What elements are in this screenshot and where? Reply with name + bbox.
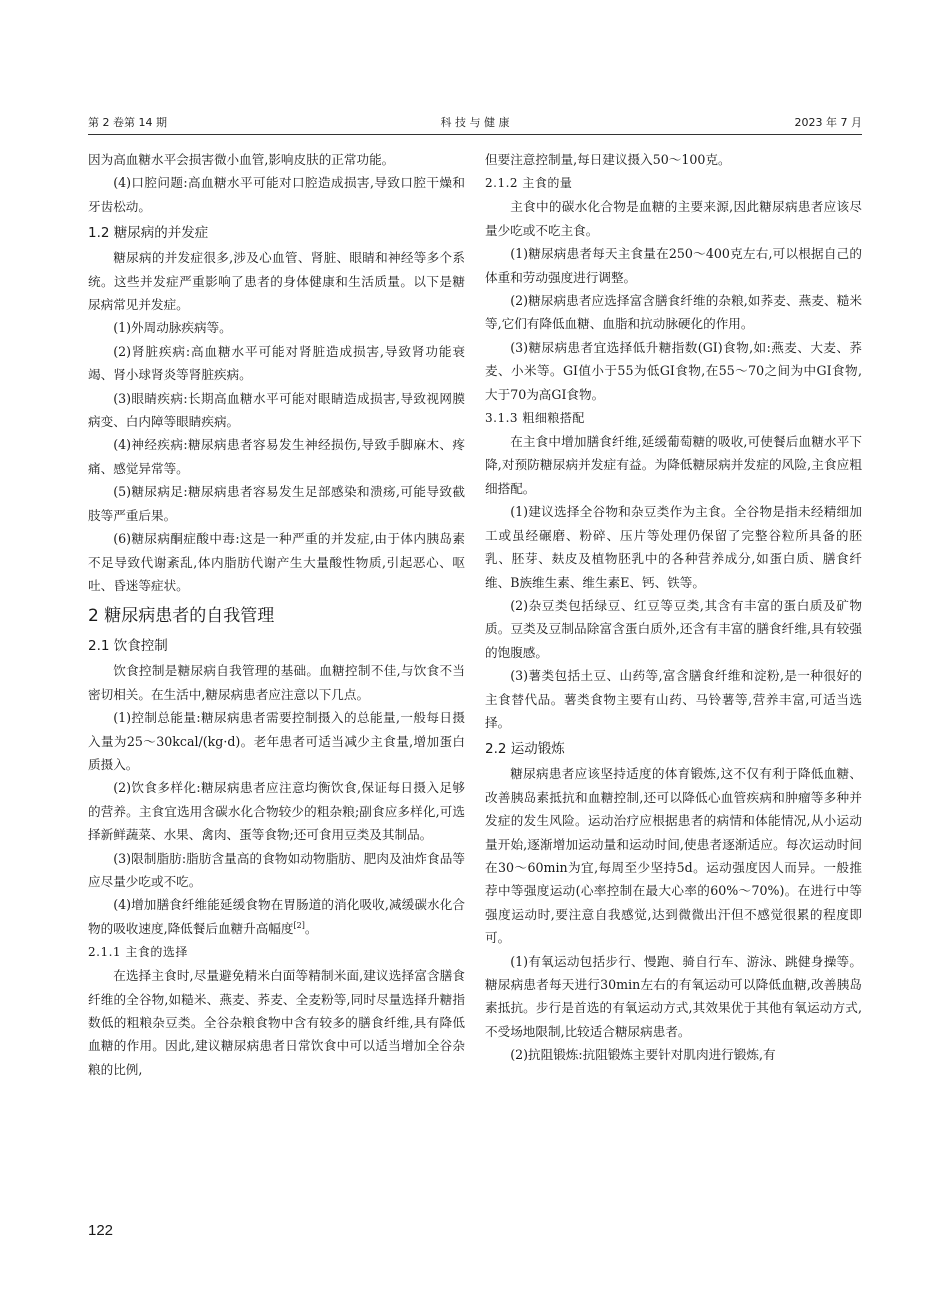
paragraph: (4)口腔问题:高血糖水平可能对口腔造成损害,导致口腔干燥和牙齿松动。 [88, 175, 465, 214]
paragraph: (2)饮食多样化:糖尿病患者应注意均衡饮食,保证每日摄入足够的营养。主食宜选用含碳水化合物较少的粗杂粮;副食应多样化,可选择新鲜蔬菜、水果、禽肉、蛋等食物;还可食用豆类及其制品。 [88, 780, 465, 843]
paragraph: (3)薯类包括土豆、山药等,富含膳食纤维和淀粉,是一种很好的主食替代品。薯类食物主要有山药、马铃薯等,营养丰富,可适当选择。 [485, 668, 862, 730]
citation-ref: [2] [293, 920, 305, 930]
running-header [88, 114, 862, 132]
section-heading-2: 2 糖尿病患者的自我管理 [88, 606, 275, 627]
paragraph: (3)眼睛疾病:长期高血糖水平可能对眼睛造成损害,导致视网膜病变、白内障等眼睛疾病。 [88, 390, 465, 430]
paragraph: 饮食控制是糖尿病自我管理的基础。血糖控制不佳,与饮食不当密切相关。在生活中,糖尿病患者应注意以下几点。 [88, 663, 465, 702]
paragraph: (6)糖尿病酮症酸中毒:这是一种严重的并发症,由于体内胰岛素不足导致代谢紊乱,体内脂肪代谢产生大量酸性物质,引起恶心、呕吐、昏迷等症状。 [88, 531, 465, 593]
publication-date: 2023 年 7 月 [794, 116, 862, 129]
left-column [88, 148, 465, 1081]
paragraph [88, 893, 465, 940]
paragraph: (3)限制脂肪:脂肪含量高的食物如动物脂肪、肥肉及油炸食品等应尽量少吃或不吃。 [88, 850, 465, 889]
paragraph-text: (4)增加膳食纤维能延缓食物在胃肠道的消化吸收,减缓碳水化合物的吸收速度,降低餐后血糖升高幅度 [88, 897, 465, 936]
paragraph: (3)糖尿病患者宜选择低升糖指数(GI)食物,如:燕麦、大麦、荞麦、小米等。GI值小于55为低GI食物,在55～70之间为中GI食物,大于70为高GI食物。 [485, 339, 862, 402]
paragraph: 在选择主食时,尽量避免精米白面等精制米面,建议选择富含膳食纤维的全谷物,如糙米、燕麦、荞麦、全麦粉等,同时尽量选择升糖指数低的粗粮杂豆类。全谷杂粮食物中含有较多的膳食纤维,具有降低血糖的作用。因此,建议糖尿病患者日常饮食中可以适当增加全谷杂粮的比例, [88, 968, 465, 1077]
paragraph: (2)抗阻锻炼:抗阻锻炼主要针对肌肉进行锻炼,有 [510, 1047, 776, 1063]
paragraph: 但要注意控制量,每日建议摄入50～100克。 [485, 152, 731, 167]
section-heading-2-1: 2.1 饮食控制 [88, 638, 168, 655]
journal-title: 科 技 与 健 康 [440, 116, 510, 129]
section-heading-1-2: 1.2 糖尿病的并发症 [88, 225, 209, 242]
paragraph: (2)杂豆类包括绿豆、红豆等豆类,其含有丰富的蛋白质及矿物质。豆类及豆制品除富含蛋白质外,还含有丰富的膳食纤维,具有较强的饱腹感。 [485, 597, 862, 660]
paragraph: (2)糖尿病患者应选择富含膳食纤维的杂粮,如荞麦、燕麦、糙米等,它们有降低血糖、血脂和抗动脉硬化的作用。 [485, 293, 862, 332]
right-column [485, 148, 862, 1067]
journal-volume-issue: 第 2 卷第 14 期 [88, 116, 167, 129]
paragraph: (5)糖尿病足:糖尿病患者容易发生足部感染和溃疡,可能导致截肢等严重后果。 [88, 484, 465, 523]
header-rule [88, 134, 862, 135]
paragraph: 糖尿病患者应该坚持适度的体育锻炼,这不仅有利于降低血糖、改善胰岛素抵抗和血糖控制,还可以降低心血管疾病和肿瘤等多种并发症的发生风险。运动治疗应根据患者的病情和体能情况,从小运动量开始,逐渐增加运动量和运动时间,使患者逐渐适应。每次运动时间在30～60min为宜,每周至少坚持5d。运动强度因人而异。一般推荐中等强度运动(心率控制在最大心率的60%～70%)。在进行中等强度运动时,要注意自我感觉,达到微微出汗但不感觉很累的程度即可。 [485, 766, 862, 946]
paragraph: (1)有氧运动包括步行、慢跑、骑自行车、游泳、跳健身操等。糖尿病患者每天进行30min左右的有氧运动可以降低血糖,改善胰岛素抵抗。步行是首选的有氧运动方式,其效果优于其他有氧运动方式,不受场地限制,比较适合糖尿病患者。 [485, 953, 862, 1039]
paragraph-end: 。 [304, 920, 318, 936]
paragraph: (2)肾脏疾病:高血糖水平可能对肾脏造成损害,导致肾功能衰竭、肾小球肾炎等肾脏疾病。 [88, 343, 465, 383]
section-heading-3-1-3: 3.1.3 粗细粮搭配 [485, 411, 585, 426]
page-number: 122 [88, 1222, 114, 1239]
paragraph: 在主食中增加膳食纤维,延缓葡萄糖的吸收,可使餐后血糖水平下降,对预防糖尿病并发症有益。为降低糖尿病并发症的风险,主食应粗细搭配。 [485, 434, 862, 496]
paragraph: (1)外周动脉疾病等。 [113, 320, 232, 336]
paragraph: (4)神经疾病:糖尿病患者容易发生神经损伤,导致手脚麻木、疼痛、感觉异常等。 [88, 437, 465, 476]
paragraph: (1)糖尿病患者每天主食量在250～400克左右,可以根据自己的体重和劳动强度进行调整。 [485, 246, 862, 285]
section-heading-2-2: 2.2 运动锻炼 [485, 741, 565, 758]
paragraph: 因为高血糖水平会损害微小血管,影响皮肤的正常功能。 [88, 152, 395, 167]
paragraph: (1)控制总能量:糖尿病患者需要控制摄入的总能量,一般每日摄入量为25～30kcal/(kg·d)。老年患者可适当减少主食量,增加蛋白质摄入。 [88, 710, 465, 772]
paragraph: 糖尿病的并发症很多,涉及心血管、肾脏、眼睛和神经等多个系统。这些并发症严重影响了患者的身体健康和生活质量。以下是糖尿病常见并发症。 [88, 250, 465, 313]
section-heading-2-1-2: 2.1.2 主食的量 [485, 176, 573, 191]
section-heading-2-1-1: 2.1.1 主食的选择 [88, 945, 188, 960]
paragraph: (1)建议选择全谷物和杂豆类作为主食。全谷物是指未经精细加工或虽经碾磨、粉碎、压片等处理仍保留了完整谷粒所具备的胚乳、胚芽、麸皮及植物胚乳中的各种营养成分,如蛋白质、膳食纤维、B族维生素、维生素E、钙、铁等。 [485, 504, 862, 590]
paragraph: 主食中的碳水化合物是血糖的主要来源,因此糖尿病患者应该尽量少吃或不吃主食。 [485, 199, 862, 238]
